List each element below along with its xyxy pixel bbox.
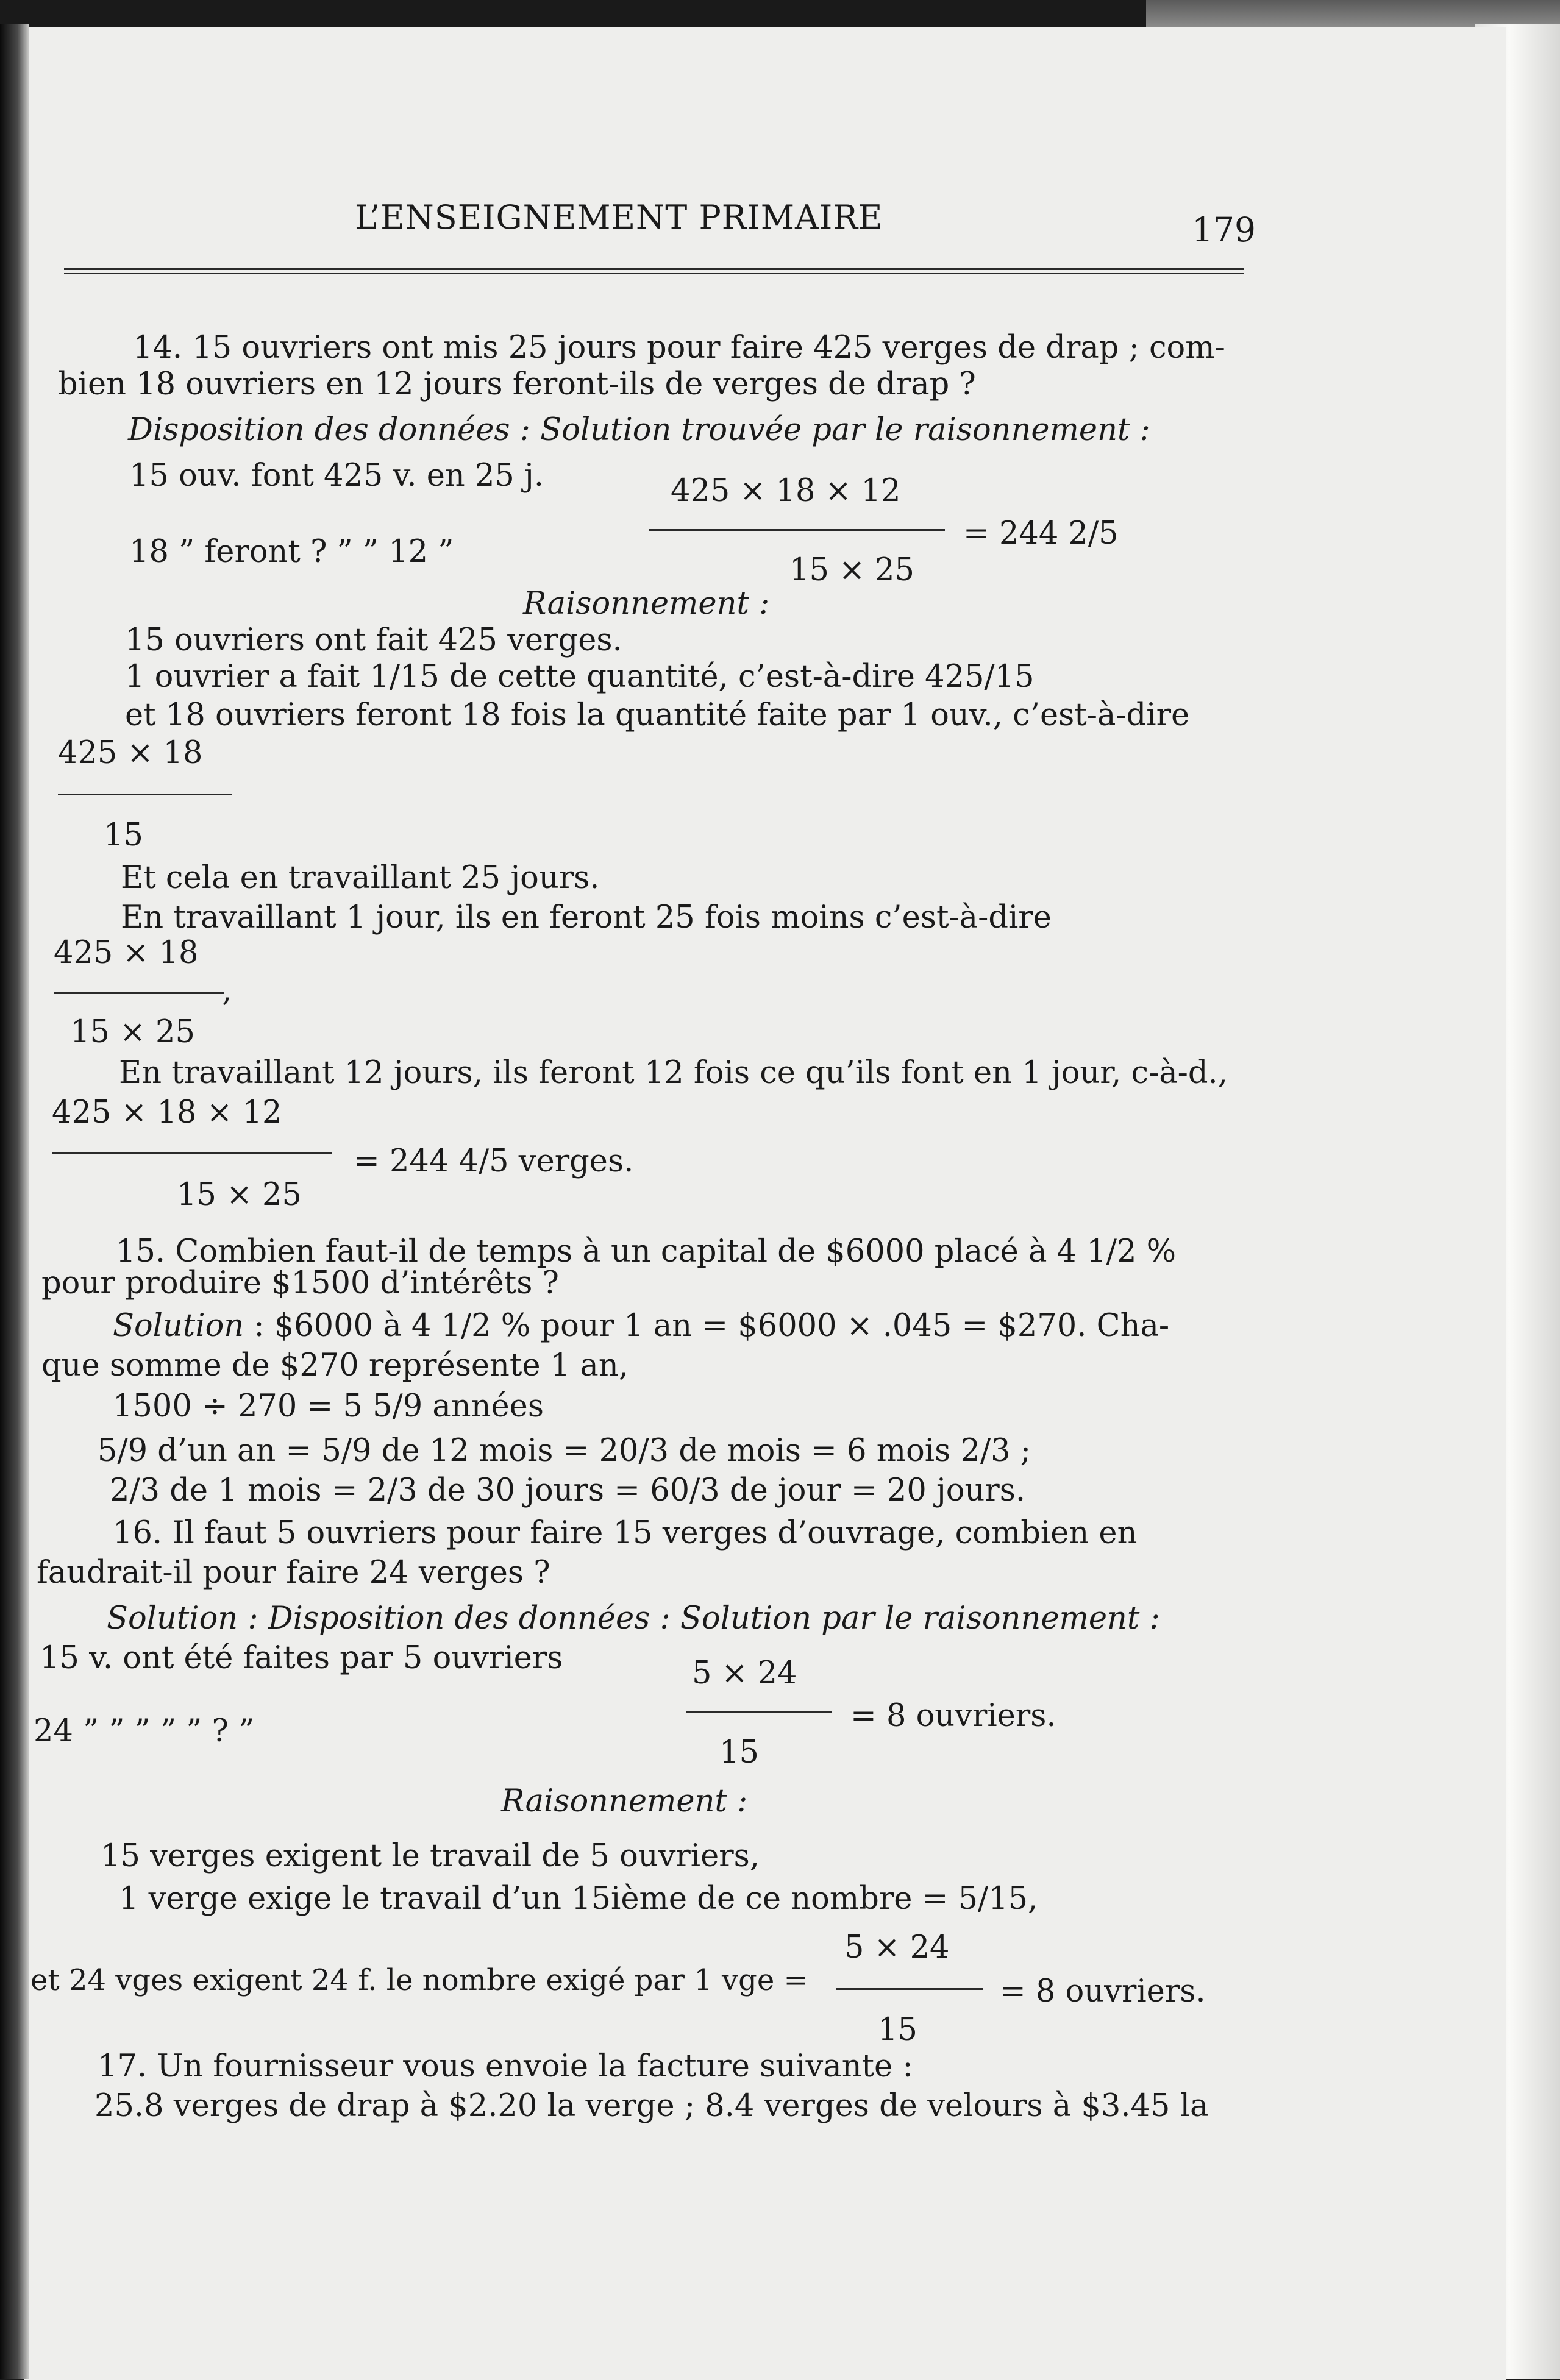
p17-statement-line1: 17. Un fournisseur vous envoie la facture suivante : bbox=[98, 2048, 913, 2084]
p15-solution-text: : $6000 à 4 1/2 % pour 1 an = $6000 × .045 = $270. Cha- bbox=[254, 1308, 1170, 1344]
p16-reasoning-title: Raisonnement : bbox=[501, 1783, 748, 1819]
p16-fraction2-result: = 8 ouvriers. bbox=[1000, 1973, 1206, 2009]
p14-fraction-numerator: 425 × 18 × 12 bbox=[671, 473, 901, 509]
p16-fraction-result: = 8 ouvriers. bbox=[850, 1698, 1056, 1734]
p16-fraction2-bar bbox=[836, 1988, 983, 1990]
p14-heading: Disposition des données : Solution trouvée par le raisonnement : bbox=[128, 412, 1150, 448]
p16-fraction-numerator: 5 × 24 bbox=[692, 1655, 797, 1691]
p14-reasoning-line4: Et cela en travaillant 25 jours. bbox=[121, 860, 600, 896]
p15-line4: que somme de $270 représente 1 an, bbox=[41, 1348, 629, 1384]
p15-line5: 1500 ÷ 270 = 5 5/9 années bbox=[113, 1388, 544, 1424]
book-spine bbox=[0, 24, 29, 2379]
p15-statement-line1: 15. Combien faut-il de temps à un capital de $6000 placé à 4 1/2 % bbox=[116, 1234, 1177, 1270]
p14-data-row1: 15 ouv. font 425 v. en 25 j. bbox=[129, 458, 544, 494]
p14-data-row2: 18 ” feront ? ” ” 12 ” bbox=[129, 534, 454, 570]
p14-reasoning-title: Raisonnement : bbox=[523, 586, 770, 622]
p15-line7: 2/3 de 1 mois = 2/3 de 30 jours = 60/3 de jour = 20 jours. bbox=[110, 1472, 1026, 1508]
p14-fraction-result: = 244 2/5 bbox=[963, 516, 1119, 552]
p14-reasoning-line5: En travaillant 1 jour, ils en feront 25 fois moins c’est-à-dire bbox=[121, 900, 1052, 936]
p16-fraction-denominator: 15 bbox=[719, 1735, 759, 1771]
running-title: L’ENSEIGNEMENT PRIMAIRE bbox=[355, 198, 883, 236]
p14-fraction1-numerator: 425 × 18 bbox=[58, 735, 203, 771]
p16-statement-line2: faudrait-il pour faire 24 verges ? bbox=[37, 1555, 550, 1591]
p14-fraction3-result: = 244 4/5 verges. bbox=[354, 1143, 634, 1179]
p14-fraction3-numerator: 425 × 18 × 12 bbox=[52, 1095, 282, 1131]
p16-reasoning-line3: et 24 vges exigent 24 f. le nombre exigé par 1 vge = bbox=[30, 1963, 808, 1997]
page-number: 179 bbox=[1192, 210, 1256, 249]
p14-reasoning-line3: et 18 ouvriers feront 18 fois la quantité faite par 1 ouv., c’est-à-dire bbox=[125, 697, 1190, 733]
p16-fraction-bar bbox=[686, 1711, 832, 1713]
p16-fraction2-numerator: 5 × 24 bbox=[844, 1930, 950, 1966]
p14-fraction3-bar bbox=[52, 1152, 332, 1154]
p14-fraction-bar bbox=[649, 529, 945, 531]
p14-reasoning-line6: En travaillant 12 jours, ils feront 12 fois ce qu’ils font en 1 jour, c-à-d., bbox=[119, 1055, 1228, 1091]
p14-reasoning-line2: 1 ouvrier a fait 1/15 de cette quantité, c’est-à-dire 425/15 bbox=[125, 659, 1035, 695]
p14-fraction1-bar bbox=[58, 794, 232, 795]
p14-fraction2-comma: , bbox=[222, 973, 232, 1009]
p16-data-row1: 15 v. ont été faites par 5 ouvriers bbox=[40, 1640, 563, 1676]
p16-data-row2: 24 ” ” ” ” ” ? ” bbox=[34, 1713, 255, 1749]
header-rule-top bbox=[64, 268, 1244, 270]
p15-statement-line2: pour produire $1500 d’intérêts ? bbox=[41, 1265, 560, 1301]
p14-statement-line1: 14. 15 ouvriers ont mis 25 jours pour faire 425 verges de drap ; com- bbox=[133, 330, 1225, 366]
p14-fraction2-numerator: 425 × 18 bbox=[54, 935, 199, 971]
p15-line6: 5/9 d’un an = 5/9 de 12 mois = 20/3 de mois = 6 mois 2/3 ; bbox=[98, 1433, 1031, 1469]
p17-statement-line2: 25.8 verges de drap à $2.20 la verge ; 8.4 verges de velours à $3.45 la bbox=[94, 2088, 1209, 2124]
header-rule-bottom bbox=[64, 273, 1244, 274]
p14-fraction-denominator: 15 × 25 bbox=[789, 552, 914, 588]
p14-fraction1-denominator: 15 bbox=[104, 817, 143, 853]
p14-fraction3-denominator: 15 × 25 bbox=[177, 1177, 302, 1213]
p14-statement-line2: bien 18 ouvriers en 12 jours feront-ils de verges de drap ? bbox=[58, 366, 976, 402]
p15-solution-label: Solution bbox=[113, 1308, 244, 1344]
p16-heading: Solution : Disposition des données : Solution par le raisonnement : bbox=[107, 1600, 1160, 1636]
p15-solution-line bbox=[113, 1308, 1170, 1344]
p16-statement-line1: 16. Il faut 5 ouvriers pour faire 15 verges d’ouvrage, combien en bbox=[113, 1515, 1138, 1551]
p16-reasoning-line1: 15 verges exigent le travail de 5 ouvriers, bbox=[101, 1838, 760, 1874]
p16-reasoning-line2: 1 verge exige le travail d’un 15ième de ce nombre = 5/15, bbox=[119, 1881, 1038, 1917]
p16-fraction2-denominator: 15 bbox=[878, 2012, 917, 2048]
p14-fraction2-denominator: 15 × 25 bbox=[70, 1014, 195, 1050]
p14-reasoning-line1: 15 ouvriers ont fait 425 verges. bbox=[125, 622, 622, 658]
p14-fraction2-bar bbox=[54, 992, 224, 994]
